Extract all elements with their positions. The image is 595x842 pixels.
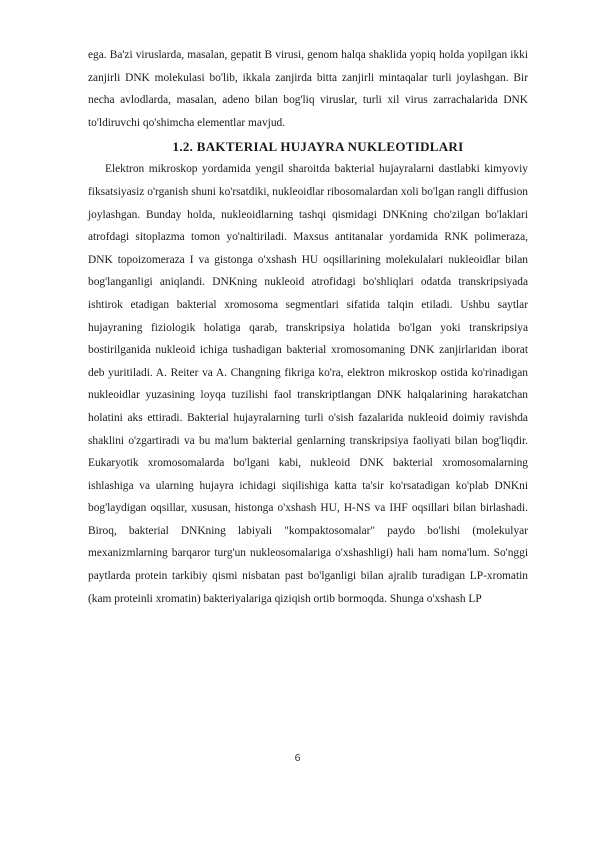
- document-page: [88, 44, 528, 610]
- intro-paragraph: ega. Ba'zi viruslarda, masalan, gepatit B virusi, genom halqa shaklida yopiq holda yopilgan ikki zanjirli DNK molekulasi bo'lib, ikkala zanjirda bitta zanjirli mintaqalar turli joylashgan. Bir necha avlodlarda, masalan, adeno bilan bog'liq viruslar, turli xil virus zarrachalarida DNK to'ldiruvchi qo'shimcha elementlar mavjud.: [88, 49, 528, 129]
- section-heading: 1.2. BAKTERIAL HUJAYRA NUKLEOTIDLARI: [172, 139, 464, 155]
- page-number: 6: [294, 752, 301, 764]
- main-paragraph: Elektron mikroskop yordamida yengil sharoitda bakterial hujayralarni dastlabki kimyoviy fiksatsiyasiz o'rganish shuni ko'rsatdiki, nukleoidlar ribosomalardan xoli bo'lgan rangli diffusion joylashgan. Bunday holda, nukleoidlarning tashqi qismidagi DNKning cho'zilgan bo'laklari atrofdagi sitoplazma tomon yo'naltiriladi. Maxsus antitanalar yordamida RNK polimeraza, DNK topoizomeraza I va gistonga o'xshash HU oqsillarining molekulalari nukleoidlar bilan bog'langanligi aniqlandi. DNKning nukleoid atrofidagi bo'shliqlari odatda transkripsiyada ishtirok etadigan bakterial xromosoma segmentlari sifatida talqin etiladi. Ushbu saytlar hujayraning fiziologik holatiga qarab, transkripsiya holatida bo'lgan yoki transkripsiya bostirilganida nukleoid ichiga tushadigan bakterial xromosomaning DNK zanjirlaridan iborat deb yuritiladi. A. Reiter va A. Changning fikriga ko'ra, elektron mikroskop ostida ko'rinadigan nukleoidlar yuzasining loyqa tuzilishi faol transkriptlangan DNK halqalarining harakatchan holatini aks ettiradi. Bakterial hujayralarning turli o'sish fazalarida nukleoid doimiy ravishda shaklini o'zgartiradi va bu ma'lum bakterial genlarning transkripsiya faoliyati bilan bog'liqdir. Eukaryotik xromosomalarda bo'lgani kabi, nukleoid DNK bakterial xromosomalarning ishlashiga va ularning hujayra ichidagi siqilishiga katta ta'sir ko'rsatadigan ko'plab DNKni bog'laydigan oqsillar, xususan, histonga o'xshash HU, H-NS va IHF oqsillari bilan birlashadi. Biroq, bakterial DNKning labiyali "kompaktosomalar" paydo bo'lishi (molekulyar mexanizmlarning barqaror turg'un nukleosomalariga o'xshashligi) hali ham noma'lum. So'nggi paytlarda protein tarkibiy qismi nisbatan past bo'lganligi bilan ajralib turadigan LP-xromatin (kam proteinli xromatin) bakteriyalariga qiziqish ortib bormoqda. Shunga o'xshash LP: [88, 163, 528, 605]
